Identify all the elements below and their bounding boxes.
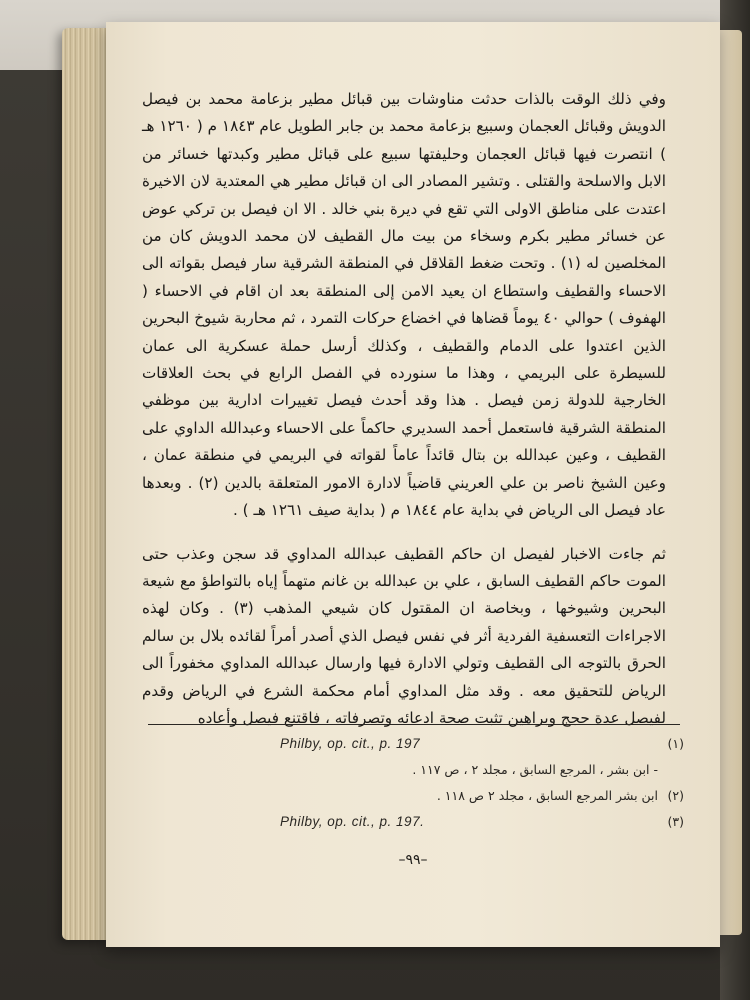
footnote-citation-latin: Philby, op. cit., p. 197.	[280, 814, 425, 829]
footnote-number: (١)	[667, 736, 684, 751]
paragraph-2: ثم جاءت الاخبار لفيصل ان حاكم القطيف عبدالله المداوي قد سجن وعذب حتى الموت حاكم القطيف السابق ، علي بن عبدالله بن غانم متهماً إياه بالتواطؤ مع شيعة البحرين وشيوخها ، وبخاصة ان المقتول كان شيعي المذهب (٣) . وكان لهذه الاجراءات التعسفية الفردية أثر في نفس فيصل الذي أصدر أمراً لقائده بلال بن سالم الحرق بالتوجه الى القطيف وتولي الادارة فيها وارسال عبدالله المداوي مخفوراً الى الرياض للتحقيق معه . وقد مثل المداوي أمام محكمة الشرع في الرياض وقدم لفيصل عدة حجج وبراهين تثبت صحة ادعائه وتصرفاته ، فاقتنع فيصل وأعاده	[142, 544, 666, 727]
paragraph-1: وفي ذلك الوقت بالذات حدثت مناوشات بين قبائل مطير بزعامة محمد بن فيصل الدويش وقبائل العجمان وسبيع بزعامة محمد بن جابر الطويل عام ١٨٤٣ م ( ١٢٦٠ هـ ) انتصرت فيها قبائل العجمان وحليفتها سبيع على قبائل مطير وكبدتها خسائر من الابل والاسلحة والقتلى . وتشير المصادر الى ان قبائل مطير هي المعتدية لان الاخيرة اعتدت على مناطق الاولى التي تقع في ديرة بني خالد . الا ان فيصل بن تركي عوض عن خسائر مطير بكرم وسخاء من بيت مال القطيف لان محمد الدويش كان من المخلصين له (١) . وتحت ضغط القلاقل في المنطقة الشرقية سار فيصل بقواته الى الاحساء والقطيف واستطاع ان يعيد الامن إلى المنطقة بعد ان اقام في الاحساء ( الهفوف ) حوالي ٤٠ يوماً قضاها في اخضاع حركات التمرد ، ثم محاربة شيوخ البحرين الذين اعتدوا على الدمام والقطيف ، وكذلك أرسل حملة عسكرية الى عمان للسيطرة على البريمي ، وهذا ما سنورده في الفصل الرابع في بحث العلاقات الخارجية للدولة زمن فيصل . هذا وقد أحدث فيصل تغييرات ادارية بين موظفي المنطقة الشرقية فاستعمل أحمد السديري حاكماً على الاحساء وعبدالله الداوي على القطيف ، وعين عبدالله بن بتال قائداً عاماً لقواته في البريمي في منطقة عمان ، وعين الشيخ ناصر بن علي العريني قاضياً لادارة الامور المتعلقة بالدين (٢) . وبعدها عاد فيصل الى الرياض في بداية عام ١٨٤٤ م ( بداية صيف ١٢٦١ هـ ) .	[142, 90, 667, 520]
footnote-2	[150, 784, 684, 810]
page-body	[142, 86, 666, 732]
book-page-edges	[62, 28, 110, 940]
footnote-citation-arabic: - ابن بشر ، المرجع السابق ، مجلد ٢ ، ص ١١٧ .	[412, 762, 658, 777]
footnote-1	[150, 732, 684, 758]
footnote-citation-latin: Philby, op. cit., p. 197	[280, 736, 421, 751]
footnote-number: (٢)	[667, 788, 684, 803]
footnote-citation-arabic: ابن بشر المرجع السابق ، مجلد ٢ ص ١١٨ .	[436, 788, 658, 803]
footnote-divider	[148, 724, 680, 725]
footnote-number: (٣)	[667, 814, 684, 829]
footnote-3	[150, 810, 684, 836]
book-page	[106, 22, 720, 947]
page-number: –٩٩–	[398, 852, 428, 868]
footnotes	[150, 732, 684, 836]
footnote-1-continued	[150, 758, 684, 784]
